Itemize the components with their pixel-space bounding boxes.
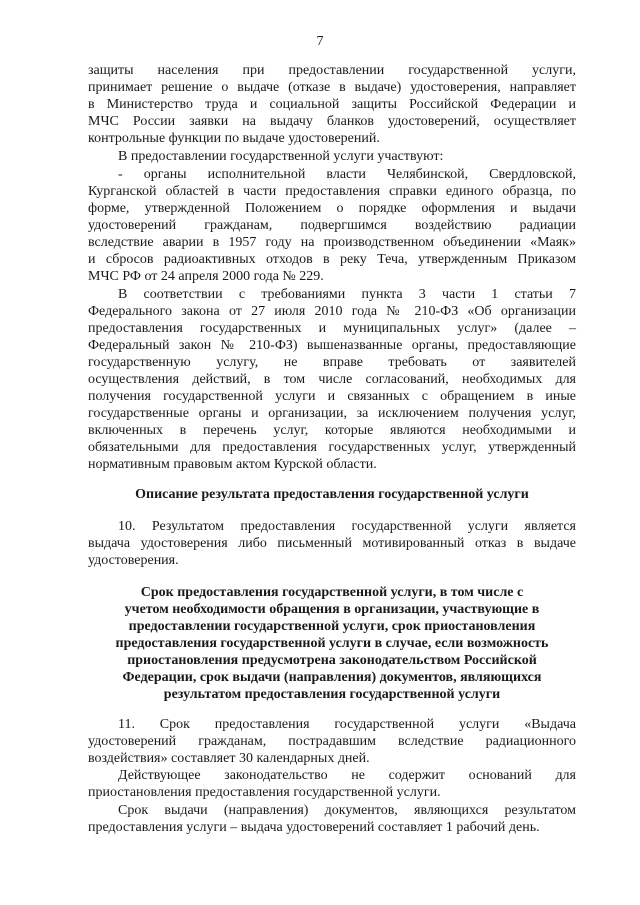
- section-heading: результатом предоставления государственной услуги: [163, 687, 501, 702]
- text-line: выдача удостоверения либо письменный мотивированный отказ в выдаче: [88, 536, 576, 551]
- text-line: осуществления действий, в том числе согласований, необходимых для: [88, 372, 576, 387]
- text-line: Курганской областей в части предоставления справки единого образца, по: [88, 184, 576, 199]
- text-line: удостоверения.: [88, 553, 179, 568]
- text-line: обязательными для предоставления государственных услуг, утвержденный: [88, 440, 576, 455]
- section-heading: предоставлении государственной услуги, срок приостановления: [128, 619, 536, 634]
- text-line: предоставления услуги – выдача удостоверений составляет 1 рабочий день.: [88, 820, 540, 835]
- text-line: удостоверений гражданам, пострадавшим вследствие радиационного: [88, 734, 576, 749]
- text-line: и сбросов радиоактивных отходов в реку Теча, утвержденным Приказом: [88, 252, 576, 267]
- text-line: Срок выдачи (направления) документов, являющихся результатом: [118, 803, 576, 818]
- text-line: В предоставлении государственной услуги участвуют:: [118, 149, 444, 164]
- section-heading: Срок предоставления государственной услуги, в том числе с: [140, 585, 524, 600]
- section-heading: Федерации, срок выдачи (направления) документов, являющихся: [122, 670, 542, 685]
- text-line: в Министерство труда и социальной защиты Российской Федерации и: [88, 97, 576, 112]
- text-line: принимает решение о выдаче (отказе в выдаче) удостоверения, направляет: [88, 80, 576, 95]
- section-heading: приостановления предусмотрена законодательством Российской: [127, 653, 537, 668]
- text-line: вследствие аварии в 1957 году на производственном объединении «Маяк»: [88, 235, 576, 250]
- text-line: государственные органы и организации, за исключением получения услуг,: [88, 406, 576, 421]
- text-line: включенных в перечень услуг, которые являются необходимыми и: [88, 423, 576, 438]
- page-number: 7: [316, 34, 324, 49]
- text-line: получения государственной услуги и связанных с обращением в иные: [88, 389, 576, 404]
- text-line: МЧС РФ от 24 апреля 2000 года № 229.: [88, 269, 324, 284]
- text-line: 11. Срок предоставления государственной услуги «Выдача: [118, 717, 576, 732]
- text-line: удостоверений гражданам, подвергшимся воздействию радиации: [88, 218, 576, 233]
- text-line: Федеральный закон № 210-ФЗ) вышеназванные органы, предоставляющие: [88, 338, 576, 353]
- text-line: нормативным правовым актом Курской области.: [88, 457, 377, 472]
- text-line: контрольные функции по выдаче удостоверений.: [88, 131, 380, 146]
- text-line: В соответствии с требованиями пункта 3 части 1 статьи 7: [118, 287, 576, 302]
- text-line: воздействия» составляет 30 календарных дней.: [88, 751, 370, 766]
- section-heading: учетом необходимости обращения в организации, участвующие в: [124, 602, 540, 617]
- text-line: 10. Результатом предоставления государственной услуги является: [118, 519, 576, 534]
- section-heading: предоставления государственной услуги в случае, если возможность: [115, 636, 549, 651]
- text-line: Действующее законодательство не содержит оснований для: [118, 768, 576, 783]
- text-line: МЧС России заявки на выдачу бланков удостоверений, осуществляет: [88, 114, 576, 129]
- text-line: предоставления государственных и муниципальных услуг» (далее –: [88, 321, 576, 336]
- section-heading: Описание результата предоставления государственной услуги: [135, 487, 529, 502]
- text-line: форме, утвержденной Положением о порядке оформления и выдачи: [88, 201, 576, 216]
- text-line: - органы исполнительной власти Челябинской, Свердловской,: [118, 167, 576, 182]
- text-line: Федерального закона от 27 июля 2010 года № 210-ФЗ «Об организации: [88, 304, 576, 319]
- text-line: защиты населения при предоставлении государственной услуги,: [88, 63, 576, 78]
- text-line: государственную услугу, не вправе требовать от заявителей: [88, 355, 576, 370]
- text-line: приостановления предоставления государственной услуги.: [88, 785, 441, 800]
